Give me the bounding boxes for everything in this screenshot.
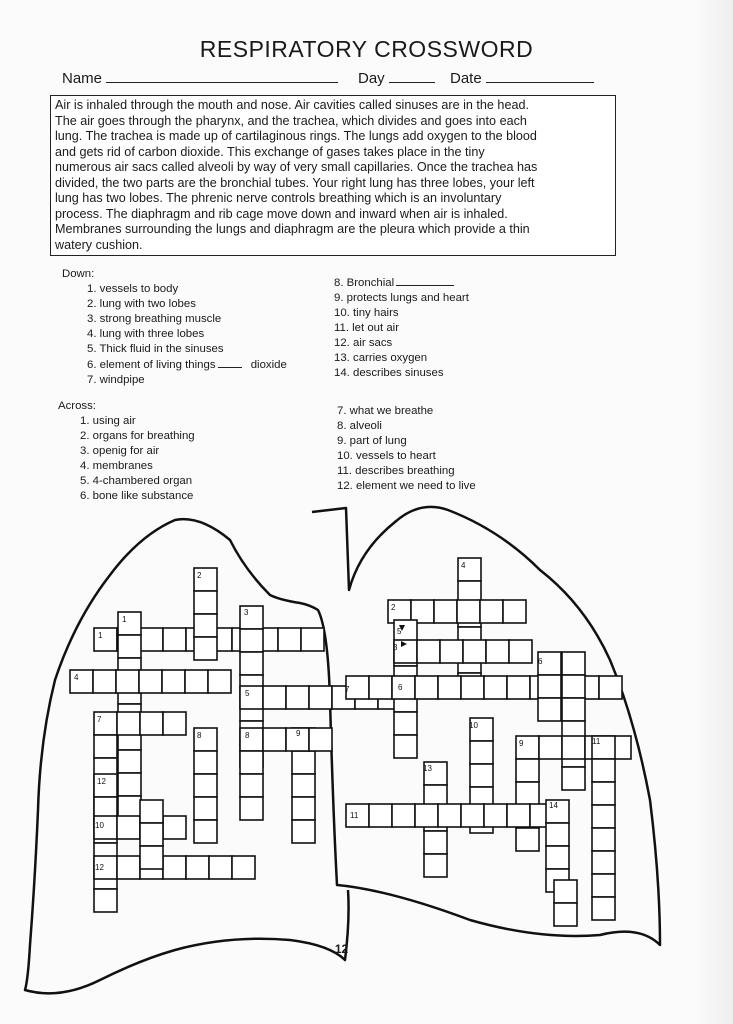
grid-cell[interactable] [309, 728, 332, 751]
grid-cell[interactable] [185, 670, 208, 693]
grid-cell[interactable] [369, 676, 392, 699]
grid-cell[interactable] [94, 889, 117, 912]
grid-cell[interactable] [562, 652, 585, 675]
grid-cell[interactable] [162, 670, 185, 693]
grid-cell[interactable] [592, 805, 615, 828]
intro-line: Membranes surrounding the lungs and diaphragm are the pleura which provide a thin [55, 222, 530, 236]
grid-number: 5 [397, 627, 402, 636]
grid-cell[interactable] [484, 676, 507, 699]
down-heading: Down: [62, 268, 95, 280]
grid-cell[interactable] [286, 686, 309, 709]
grid-cell[interactable] [554, 880, 577, 903]
grid-cell[interactable] [507, 676, 530, 699]
clue-across-5: 5. 4-chambered organ [80, 475, 193, 487]
clue-across-12: 12. element we need to live [337, 480, 476, 492]
grid-number: 14 [549, 801, 558, 810]
grid-cell[interactable] [194, 774, 217, 797]
grid-cell[interactable] [186, 856, 209, 879]
grid-cell[interactable] [163, 712, 186, 735]
grid-cell[interactable] [117, 856, 140, 879]
grid-cell[interactable] [292, 751, 315, 774]
grid-cell[interactable] [424, 831, 447, 854]
grid-cell[interactable] [592, 828, 615, 851]
clue-down-6-text: 6. element of living things [87, 359, 216, 371]
grid-cell[interactable] [292, 820, 315, 843]
clue-down-10: 10. tiny hairs [334, 307, 399, 319]
grid-cell[interactable] [240, 728, 263, 751]
intro-line: The air goes through the pharynx, and the trachea, which divides and goes into each [55, 113, 527, 128]
clue-across-6: 6. bone like substance [80, 490, 194, 502]
grid-cell[interactable] [415, 676, 438, 699]
grid-cell[interactable] [592, 759, 615, 782]
grid-cell[interactable] [392, 676, 415, 699]
grid-cell[interactable] [392, 804, 415, 827]
clue-across-4: 4. membranes [80, 460, 153, 472]
grid-cell[interactable] [516, 782, 539, 805]
grid-cell[interactable] [562, 736, 585, 759]
intro-line: lung has two lobes. The phrenic nerve controls breathing which is an involuntary [55, 191, 502, 205]
grid-cell[interactable] [457, 600, 480, 623]
grid-cell[interactable] [516, 828, 539, 851]
grid-cell[interactable] [263, 686, 286, 709]
grid-cell[interactable] [592, 874, 615, 897]
grid-cell[interactable] [301, 628, 324, 651]
grid-number: 9 [519, 739, 524, 748]
grid-cell[interactable] [263, 728, 286, 751]
grid-cell[interactable] [461, 804, 484, 827]
grid-number: 8 [197, 731, 202, 740]
clue-across-1: 1. using air [80, 415, 136, 427]
clue-across-7: 7. what we breathe [337, 405, 434, 417]
grid-cell[interactable] [93, 670, 116, 693]
grid-cell[interactable] [240, 652, 263, 675]
grid-cell[interactable] [509, 640, 532, 663]
grid-cell[interactable] [554, 903, 577, 926]
grid-cell[interactable] [240, 629, 263, 652]
grid-number: 6 [538, 657, 543, 666]
grid-cell[interactable] [240, 751, 263, 774]
clue-down-11: 11. let out air [334, 322, 400, 334]
grid-cell[interactable] [461, 676, 484, 699]
grid-cell[interactable] [503, 600, 526, 623]
grid-number: 10 [469, 721, 478, 730]
grid-number: 4 [461, 561, 466, 570]
grid-number: 4 [74, 673, 79, 682]
grid-number: 11 [350, 811, 359, 820]
grid-number: 3 [244, 608, 249, 617]
clue-across-9: 9. part of lung [337, 435, 407, 447]
grid-number: 8 [245, 731, 250, 740]
page-title: RESPIRATORY CROSSWORD [199, 36, 534, 62]
grid-cell[interactable] [292, 774, 315, 797]
grid-cell[interactable] [415, 804, 438, 827]
grid-cell[interactable] [118, 773, 141, 796]
grid-number: 6 [398, 683, 403, 692]
grid-cell[interactable] [163, 856, 186, 879]
intro-line: watery cushion. [55, 237, 143, 252]
grid-cell[interactable] [394, 735, 417, 758]
clue-down-3: 3. strong breathing muscle [87, 313, 222, 325]
grid-number: 7 [345, 685, 350, 694]
grid-cell[interactable] [599, 676, 622, 699]
grid-cell[interactable] [118, 750, 141, 773]
grid-number: 1 [98, 631, 103, 640]
grid-cell[interactable] [240, 774, 263, 797]
grid-cell[interactable] [140, 846, 163, 869]
grid-number: 12 [97, 777, 106, 786]
clue-down-7: 7. windpipe [87, 374, 145, 386]
name-label: Name [62, 70, 103, 87]
grid-cell[interactable] [394, 712, 417, 735]
grid-cell[interactable] [140, 712, 163, 735]
grid-number: 13 [423, 764, 432, 773]
grid-cell[interactable] [440, 640, 463, 663]
grid-cell[interactable] [592, 782, 615, 805]
grid-number: 5 [245, 689, 250, 698]
across-heading: Across: [58, 400, 96, 412]
grid-cell[interactable] [94, 735, 117, 758]
grid-cell[interactable] [562, 698, 585, 721]
grid-cell[interactable] [240, 686, 263, 709]
grid-cell[interactable] [209, 856, 232, 879]
grid-cell[interactable] [117, 712, 140, 735]
clue-across-3: 3. openig for air [80, 445, 160, 457]
grid-cell[interactable] [438, 676, 461, 699]
grid-cell[interactable] [592, 897, 615, 920]
clue-down-9: 9. protects lungs and heart [334, 292, 469, 304]
clue-down-2: 2. lung with two lobes [87, 298, 196, 310]
grid-cell[interactable] [208, 670, 231, 693]
grid-cell[interactable] [562, 767, 585, 790]
grid-number: 2 [391, 603, 396, 612]
grid-number: 10 [95, 821, 104, 830]
grid-cell[interactable] [116, 670, 139, 693]
intro-line: and gets rid of carbon dioxide. This exchange of gases takes place in the tiny [55, 144, 485, 159]
grid-cells [70, 558, 631, 926]
grid-cell[interactable] [194, 591, 217, 614]
intro-line: process. The diaphragm and rib cage move down and inward when air is inhaled. [55, 206, 508, 221]
grid-cell[interactable] [163, 628, 186, 651]
grid-cell[interactable] [516, 759, 539, 782]
grid-cell[interactable] [417, 640, 440, 663]
grid-cell[interactable] [480, 600, 503, 623]
grid-cell[interactable] [240, 797, 263, 820]
grid-cell[interactable] [278, 628, 301, 651]
grid-number: 11 [592, 737, 601, 746]
clue-down-6-suffix: dioxide [250, 359, 287, 371]
clue-down-14: 14. describes sinuses [334, 367, 444, 379]
grid-cell[interactable] [463, 640, 486, 663]
clue-down-12: 12. air sacs [334, 337, 393, 349]
grid-number: 1 [122, 615, 127, 624]
grid-cell[interactable] [140, 628, 163, 651]
grid-cell[interactable] [292, 797, 315, 820]
grid-cell[interactable] [194, 637, 217, 660]
intro-line: Air is inhaled through the mouth and nose. Air cavities called sinuses are in the head. [55, 98, 529, 112]
clue-down-5: 5. Thick fluid in the sinuses [87, 343, 224, 355]
grid-cell[interactable] [592, 851, 615, 874]
grid-cell[interactable] [139, 670, 162, 693]
clue-across-10: 10. vessels to heart [337, 450, 436, 462]
grid-cell[interactable] [194, 751, 217, 774]
grid-cell[interactable] [434, 600, 457, 623]
intro-line: divided, the two parts are the bronchial tubes. Your right lung has three lobes, your left [55, 175, 535, 190]
grid-cell[interactable] [369, 804, 392, 827]
grid-number: 9 [296, 729, 301, 738]
date-label: Date [450, 70, 482, 87]
grid-cell[interactable] [424, 854, 447, 877]
grid-cell[interactable] [117, 816, 140, 839]
grid-number: 7 [97, 715, 102, 724]
page-number: 12 [334, 942, 349, 956]
grid-cell[interactable] [163, 816, 186, 839]
grid-cell[interactable] [309, 686, 332, 709]
grid-cell[interactable] [118, 635, 141, 658]
intro-line: numerous air sacs called alveoli by way of very small capillaries. Once the trachea has [55, 160, 538, 174]
clue-down-4: 4. lung with three lobes [87, 328, 205, 340]
intro-line: lung. The trachea is made up of cartilaginous rings. The lungs add oxygen to the blood [55, 129, 537, 143]
clue-across-2: 2. organs for breathing [80, 430, 195, 442]
grid-cell[interactable] [486, 640, 509, 663]
grid-cell[interactable] [470, 764, 493, 787]
grid-cell[interactable] [140, 800, 163, 823]
grid-cell[interactable] [538, 698, 561, 721]
grid-cell[interactable] [562, 675, 585, 698]
grid-number: 2 [197, 571, 202, 580]
day-label: Day [358, 70, 385, 87]
clue-down-13: 13. carries oxygen [334, 352, 428, 364]
clue-across-11: 11. describes breathing [337, 465, 455, 477]
grid-cell[interactable] [232, 856, 255, 879]
grid-cell[interactable] [538, 675, 561, 698]
grid-cell[interactable] [484, 804, 507, 827]
clue-across-8: 8. alveoli [337, 420, 382, 432]
grid-cell[interactable] [194, 614, 217, 637]
grid-cell[interactable] [194, 797, 217, 820]
clue-down-1: 1. vessels to body [87, 283, 179, 295]
grid-cell[interactable] [546, 823, 569, 846]
grid-cell[interactable] [438, 804, 461, 827]
grid-cell[interactable] [507, 804, 530, 827]
grid-number: 3 [393, 643, 398, 652]
grid-cell[interactable] [539, 736, 562, 759]
clue-down-8-text: 8. Bronchial [334, 277, 395, 289]
grid-cell[interactable] [470, 741, 493, 764]
grid-cell[interactable] [140, 823, 163, 846]
grid-cell[interactable] [194, 820, 217, 843]
grid-cell[interactable] [546, 846, 569, 869]
grid-number: 12 [95, 863, 104, 872]
